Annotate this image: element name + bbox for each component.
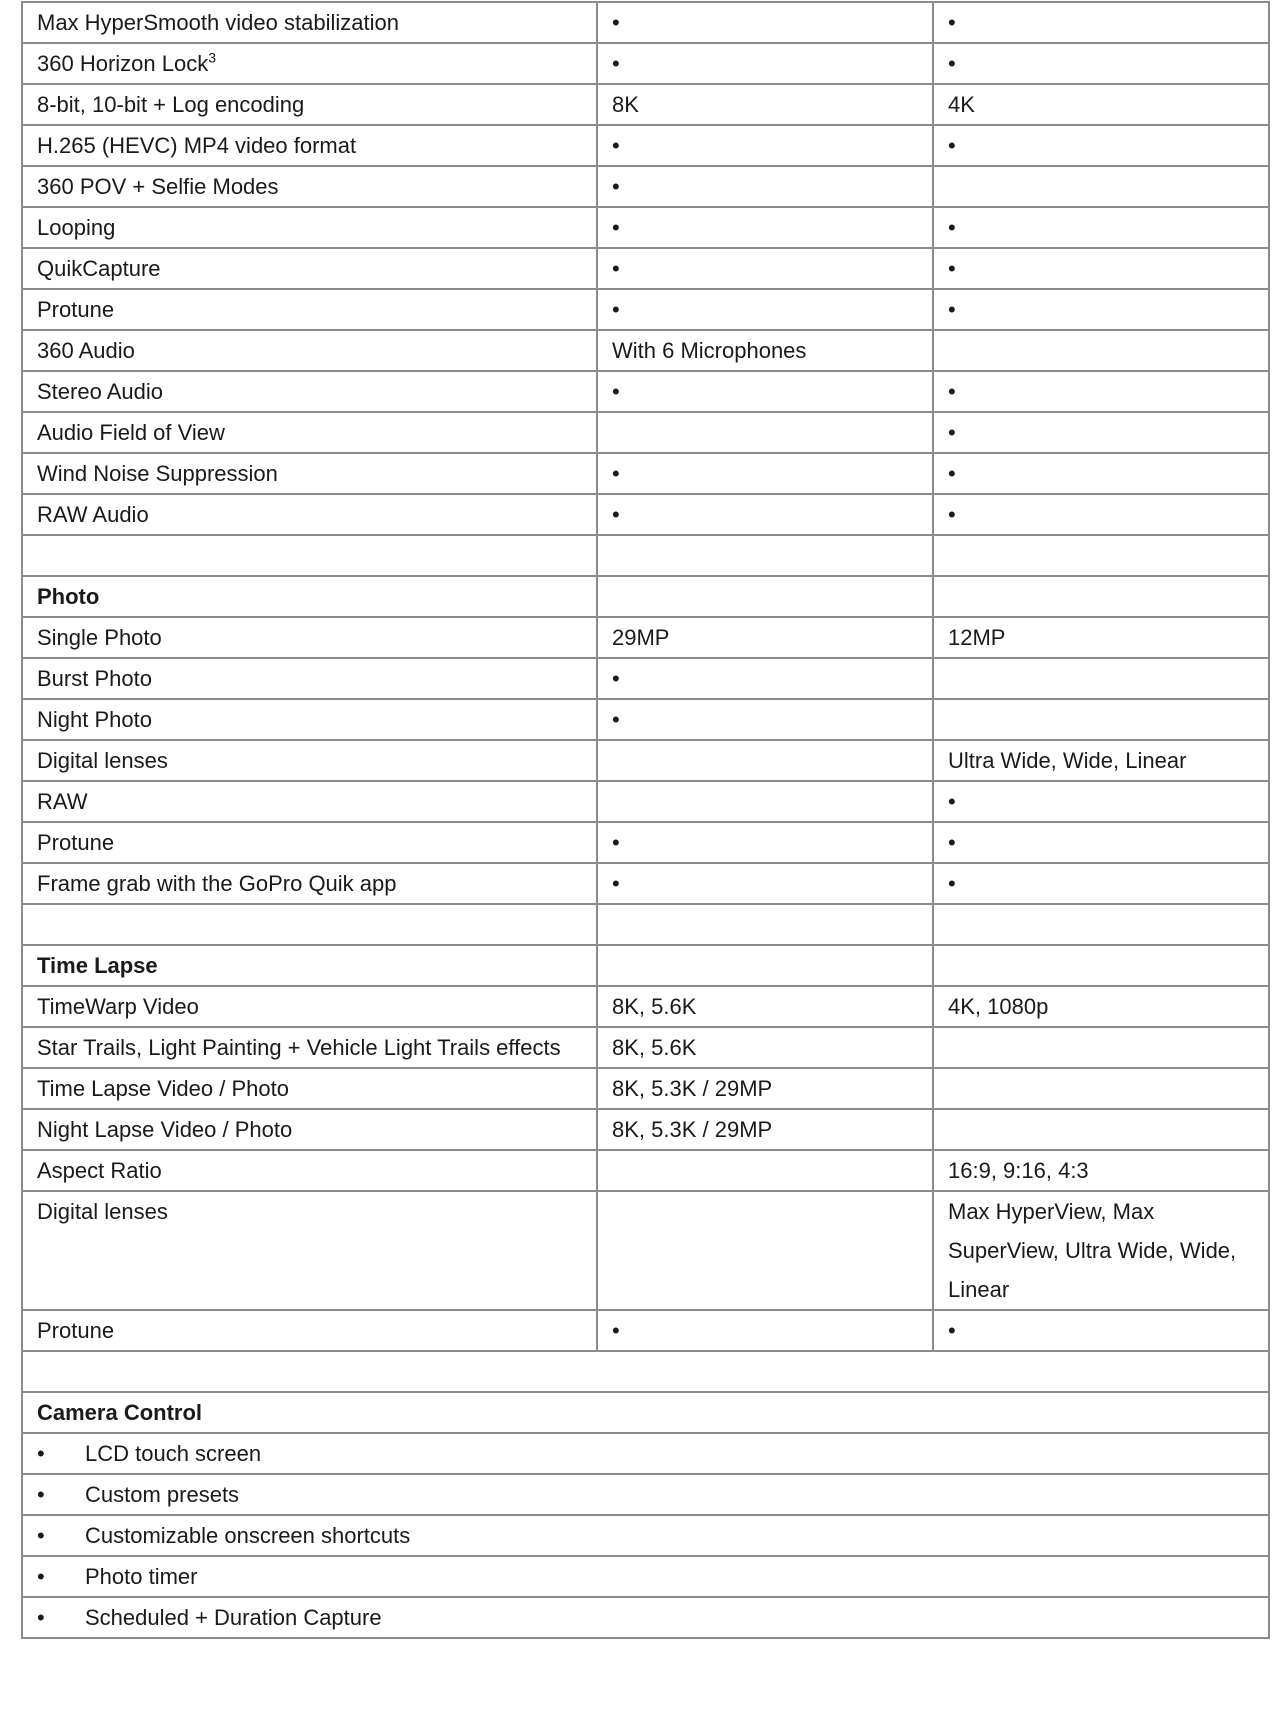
table-row <box>22 1191 1269 1310</box>
feature-label: TimeWarp Video <box>37 994 199 1019</box>
feature-cell <box>22 822 597 863</box>
bullet-cell <box>22 1433 1269 1474</box>
max2-value-cell <box>597 1191 933 1310</box>
feature-cell <box>22 699 597 740</box>
feature-label: Max HyperSmooth video stabilization <box>37 10 399 35</box>
hero-value-cell: • <box>933 453 1269 494</box>
table-row <box>22 781 1269 822</box>
max2-value-cell: • <box>597 2 933 43</box>
max2-value-cell <box>597 412 933 453</box>
max2-value-cell <box>597 740 933 781</box>
feature-cell <box>22 494 597 535</box>
bullet-label: LCD touch screen <box>85 1441 262 1466</box>
table-row <box>22 617 1269 658</box>
max2-value-cell: • <box>597 658 933 699</box>
hero-value-cell <box>933 1109 1269 1150</box>
feature-label: Night Lapse Video / Photo <box>37 1117 293 1142</box>
table-row <box>22 2 1269 43</box>
footnote-marker: 3 <box>208 49 217 66</box>
section-title: Camera Control <box>22 1392 1269 1433</box>
hero-value-cell <box>933 1027 1269 1068</box>
feature-cell <box>22 330 597 371</box>
hero-value-cell: • <box>933 494 1269 535</box>
table-row <box>22 207 1269 248</box>
section-header-row <box>22 1392 1269 1433</box>
table-row <box>22 84 1269 125</box>
feature-cell <box>22 2 597 43</box>
table-row <box>22 248 1269 289</box>
empty-cell <box>597 576 933 617</box>
bullet-row <box>22 1597 1269 1638</box>
hero-value-cell: • <box>933 2 1269 43</box>
hero-value-cell <box>933 658 1269 699</box>
feature-label: Digital lenses <box>37 1199 168 1224</box>
feature-cell <box>22 412 597 453</box>
table-row <box>22 699 1269 740</box>
bullet-icon: • <box>37 1523 45 1548</box>
list-item <box>37 1434 1254 1473</box>
spacer-row <box>22 535 1269 576</box>
hero-value-cell: • <box>933 125 1269 166</box>
empty-cell <box>22 904 597 945</box>
spec-comparison-table <box>21 1 1270 1639</box>
table-row <box>22 289 1269 330</box>
max2-value-cell <box>597 781 933 822</box>
hero-value-cell: • <box>933 43 1269 84</box>
empty-cell <box>933 904 1269 945</box>
feature-label: Stereo Audio <box>37 379 163 404</box>
feature-cell <box>22 740 597 781</box>
hero-value-cell: Max HyperView, Max SuperView, Ultra Wide, Wide, Linear <box>933 1191 1269 1310</box>
empty-cell <box>597 904 933 945</box>
feature-cell <box>22 125 597 166</box>
max2-value-cell <box>597 1150 933 1191</box>
feature-cell <box>22 371 597 412</box>
feature-cell <box>22 781 597 822</box>
hero-value-cell: • <box>933 248 1269 289</box>
list-item <box>37 1557 1254 1596</box>
table-row <box>22 412 1269 453</box>
max2-value-cell: • <box>597 125 933 166</box>
table-row <box>22 125 1269 166</box>
feature-cell <box>22 617 597 658</box>
feature-label: RAW Audio <box>37 502 149 527</box>
hero-value-cell: • <box>933 1310 1269 1351</box>
hero-value-cell: 4K <box>933 84 1269 125</box>
feature-label: H.265 (HEVC) MP4 video format <box>37 133 357 158</box>
bullet-cell <box>22 1515 1269 1556</box>
max2-value-cell: • <box>597 43 933 84</box>
bullet-label: Customizable onscreen shortcuts <box>85 1523 411 1548</box>
hero-value-cell: • <box>933 371 1269 412</box>
feature-label: 360 POV + Selfie Modes <box>37 174 279 199</box>
feature-cell <box>22 1150 597 1191</box>
empty-cell <box>933 535 1269 576</box>
table-row <box>22 453 1269 494</box>
bullet-label: Scheduled + Duration Capture <box>85 1605 382 1630</box>
max2-value-cell: • <box>597 453 933 494</box>
hero-value-cell: Ultra Wide, Wide, Linear <box>933 740 1269 781</box>
spacer-row <box>22 904 1269 945</box>
empty-cell <box>933 576 1269 617</box>
max2-value-cell: • <box>597 822 933 863</box>
feature-label: Protune <box>37 830 115 855</box>
bullet-row <box>22 1433 1269 1474</box>
feature-cell <box>22 863 597 904</box>
table-row <box>22 1068 1269 1109</box>
max2-value-cell: • <box>597 166 933 207</box>
table-row <box>22 822 1269 863</box>
max2-value-cell: • <box>597 1310 933 1351</box>
bullet-row <box>22 1474 1269 1515</box>
feature-cell <box>22 1027 597 1068</box>
hero-value-cell: 4K, 1080p <box>933 986 1269 1027</box>
hero-value-cell: • <box>933 863 1269 904</box>
feature-label: Single Photo <box>37 625 162 650</box>
hero-value-cell <box>933 699 1269 740</box>
table-row <box>22 494 1269 535</box>
feature-label: Frame grab with the GoPro Quik app <box>37 871 397 896</box>
section-title: Photo <box>22 576 597 617</box>
table-row <box>22 1310 1269 1351</box>
feature-label: Looping <box>37 215 116 240</box>
bullet-icon: • <box>37 1482 45 1507</box>
max2-value-cell: 8K, 5.6K <box>597 986 933 1027</box>
feature-label: 360 Audio <box>37 338 135 363</box>
hero-value-cell <box>933 330 1269 371</box>
feature-cell <box>22 986 597 1027</box>
feature-cell <box>22 43 597 84</box>
bullet-row <box>22 1556 1269 1597</box>
bullet-cell <box>22 1556 1269 1597</box>
feature-label: Aspect Ratio <box>37 1158 162 1183</box>
bullet-label: Photo timer <box>85 1564 198 1589</box>
feature-label: Star Trails, Light Painting + Vehicle Light Trails effects <box>37 1035 561 1060</box>
table-row <box>22 166 1269 207</box>
hero-value-cell: 12MP <box>933 617 1269 658</box>
hero-value-cell: 16:9, 9:16, 4:3 <box>933 1150 1269 1191</box>
feature-label: Protune <box>37 297 115 322</box>
max2-value-cell: 8K <box>597 84 933 125</box>
bullet-icon: • <box>37 1441 45 1466</box>
bullet-icon: • <box>37 1605 45 1630</box>
table-row <box>22 658 1269 699</box>
table-row <box>22 330 1269 371</box>
max2-value-cell: • <box>597 289 933 330</box>
table-row <box>22 43 1269 84</box>
feature-label: Audio Field of View <box>37 420 225 445</box>
table-row <box>22 1027 1269 1068</box>
max2-value-cell: • <box>597 699 933 740</box>
section-header-row <box>22 945 1269 986</box>
hero-value-cell: • <box>933 412 1269 453</box>
hero-value-cell <box>933 1068 1269 1109</box>
spacer-row <box>22 1351 1269 1392</box>
bullet-cell <box>22 1597 1269 1638</box>
feature-label: QuikCapture <box>37 256 161 281</box>
empty-cell <box>933 945 1269 986</box>
max2-value-cell: 8K, 5.3K / 29MP <box>597 1068 933 1109</box>
max2-value-cell: • <box>597 494 933 535</box>
hero-value-cell: • <box>933 207 1269 248</box>
feature-cell <box>22 1068 597 1109</box>
max2-value-cell: 8K, 5.3K / 29MP <box>597 1109 933 1150</box>
empty-cell <box>22 535 597 576</box>
feature-cell <box>22 248 597 289</box>
bullet-cell <box>22 1474 1269 1515</box>
feature-label: Wind Noise Suppression <box>37 461 278 486</box>
empty-cell <box>597 535 933 576</box>
table-row <box>22 863 1269 904</box>
feature-cell <box>22 289 597 330</box>
max2-value-cell: • <box>597 371 933 412</box>
feature-cell <box>22 1191 597 1310</box>
empty-cell <box>22 1351 1269 1392</box>
max2-value-cell: • <box>597 863 933 904</box>
feature-cell <box>22 207 597 248</box>
feature-label: 8-bit, 10-bit + Log encoding <box>37 92 305 117</box>
max2-value-cell: • <box>597 248 933 289</box>
empty-cell <box>597 945 933 986</box>
table-row <box>22 986 1269 1027</box>
feature-label: RAW <box>37 789 88 814</box>
hero-value-cell: • <box>933 289 1269 330</box>
max2-value-cell: • <box>597 207 933 248</box>
feature-label: Protune <box>37 1318 115 1343</box>
max2-value-cell: 8K, 5.6K <box>597 1027 933 1068</box>
feature-label: Time Lapse Video / Photo <box>37 1076 289 1101</box>
list-item <box>37 1598 1254 1637</box>
bullet-row <box>22 1515 1269 1556</box>
feature-cell <box>22 453 597 494</box>
feature-label: Night Photo <box>37 707 152 732</box>
feature-cell <box>22 658 597 699</box>
table-row <box>22 1150 1269 1191</box>
hero-value-cell: • <box>933 781 1269 822</box>
feature-cell <box>22 1109 597 1150</box>
list-item <box>37 1475 1254 1514</box>
table-row <box>22 740 1269 781</box>
hero-value-cell <box>933 166 1269 207</box>
feature-cell <box>22 166 597 207</box>
table-row <box>22 371 1269 412</box>
bullet-icon: • <box>37 1564 45 1589</box>
spec-table-body <box>22 2 1269 1638</box>
list-item <box>37 1516 1254 1555</box>
section-header-row <box>22 576 1269 617</box>
feature-cell <box>22 84 597 125</box>
feature-label: 360 Horizon Lock <box>37 51 209 76</box>
max2-value-cell: 29MP <box>597 617 933 658</box>
table-row <box>22 1109 1269 1150</box>
max2-value-cell: With 6 Microphones <box>597 330 933 371</box>
hero-value-cell: • <box>933 822 1269 863</box>
bullet-label: Custom presets <box>85 1482 240 1507</box>
section-title: Time Lapse <box>22 945 597 986</box>
feature-label: Digital lenses <box>37 748 168 773</box>
feature-label: Burst Photo <box>37 666 152 691</box>
feature-cell <box>22 1310 597 1351</box>
